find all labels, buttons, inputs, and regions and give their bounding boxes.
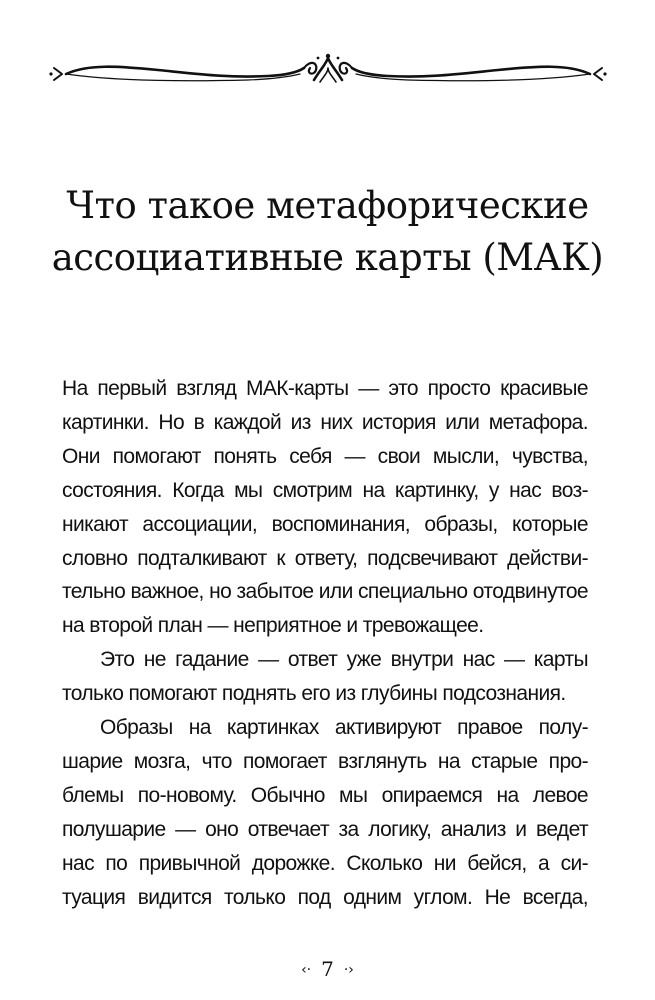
text-line: шарие мозга, что помогает взглянуть на старые про- bbox=[62, 749, 588, 773]
text-line: состояния. Когда мы смотрим на картинку, у нас воз- bbox=[62, 478, 588, 502]
text-line: словно подталкивают к ответу, подсвечивают действи- bbox=[62, 546, 588, 570]
paragraph bbox=[62, 711, 588, 914]
text-line: полушарие — оно отвечает за логику, анализ и ведет bbox=[62, 817, 588, 841]
text-line: Они помогают понять себя — свои мысли, чувства, bbox=[62, 444, 588, 468]
text-line: На первый взгляд МАК-карты — это просто красивые bbox=[62, 377, 588, 400]
text-line: тельно важное, но забытое или специально отодвинутое bbox=[62, 580, 588, 604]
footer-ornament-right-icon: ·› bbox=[343, 962, 354, 978]
page-footer bbox=[0, 957, 655, 982]
text-line: туация видится только под одним углом. Не всегда, bbox=[62, 885, 588, 909]
text-line: Это не гадание — ответ уже внутри нас — карты bbox=[100, 648, 588, 672]
paragraph bbox=[62, 372, 588, 643]
chapter-title-line: ассоциативные карты (МАК) bbox=[51, 236, 604, 279]
paragraph bbox=[62, 643, 588, 711]
header-ornament-icon bbox=[48, 50, 608, 94]
text-line: картинки. Но в каждой из них история или метафора. bbox=[62, 410, 588, 434]
body-text bbox=[62, 372, 588, 915]
text-line: никают ассоциации, воспоминания, образы, которые bbox=[62, 512, 588, 536]
text-line: на второй план — неприятное и тревожащее. bbox=[62, 614, 484, 638]
footer-ornament-left-icon: ‹· bbox=[301, 962, 312, 978]
chapter-title-line: Что такое метафорические bbox=[66, 184, 589, 227]
page-number: 7 bbox=[321, 957, 334, 981]
chapter-title bbox=[40, 180, 615, 284]
text-line: Образы на картинках активируют правое полу- bbox=[100, 716, 588, 740]
text-line: нас по привычной дорожке. Сколько ни бейся, а си- bbox=[62, 851, 588, 875]
text-line: только помогают поднять его из глубины подсознания. bbox=[62, 682, 566, 706]
text-line: блемы по-новому. Обычно мы опираемся на левое bbox=[62, 783, 588, 807]
